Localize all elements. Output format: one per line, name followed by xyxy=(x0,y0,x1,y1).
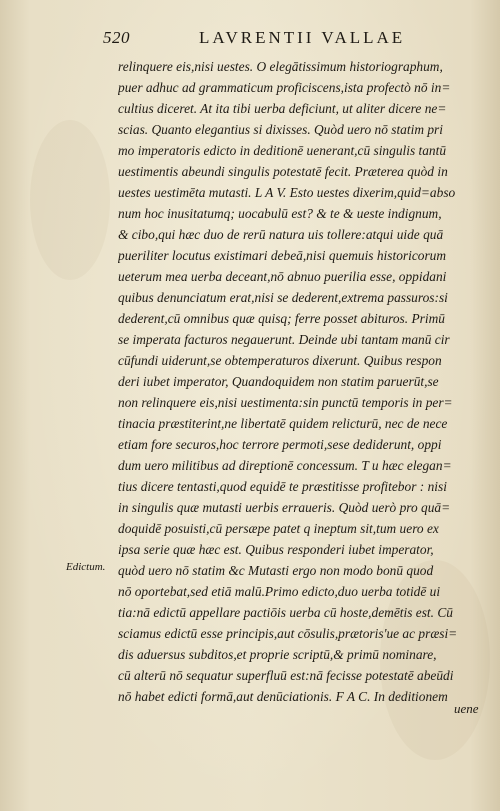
text-line: uestimentis abeundi singulis potestatē fecit. Præterea quòd in xyxy=(118,164,448,179)
running-head: LAVRENTII VALLAE xyxy=(199,28,406,47)
text-line: dis aduersus subditos,et proprie scriptū,& primū nominare, xyxy=(118,647,437,662)
text-line: nō oportebat,sed etiā malū.Primo edicto,duo uerba totidē ui xyxy=(118,584,441,599)
text-line: tinacia præstiterint,ne libertatē quidem relicturū, nec de nece xyxy=(118,416,448,431)
text-line: dum uero militibus ad direptionē concessum. T u hæc elegan= xyxy=(118,458,452,473)
text-line: nō habet edicti formā,aut denūciationis. F A C. In deditionem xyxy=(118,689,448,704)
text-line: non relinquere eis,nisi uestimenta:sin punctū temporis in per= xyxy=(118,395,453,410)
text-line: cultius diceret. At ita tibi uerba deficiunt, ut aliter dicere ne= xyxy=(118,101,447,116)
text-line: ueterum mea uerba deceant,nō abnuo puerilia esse, oppidani xyxy=(118,269,447,284)
text-line: mo imperatoris edicto in deditionē uenerant,cū singulis tantū xyxy=(118,143,447,158)
text-line: tia:nā edictū appellare pactiōis uerba cū hoste,demētis est. Cū xyxy=(118,605,453,620)
text-line: dederent,cū omnibus quæ quisq; ferre posset abituros. Primū xyxy=(118,311,445,326)
paper-stain xyxy=(30,120,110,280)
text-line: uestes uestimēta mutasti. L A V. Esto uestes dixerim,quid=abso xyxy=(118,185,456,200)
text-line: tius dicere tentasti,quod equidē te præstitisse profitebor : nisi xyxy=(118,479,447,494)
text-line: cūfundi uiderunt,se obtemperaturos dixerunt. Quibus respon xyxy=(118,353,442,368)
text-line: quòd uero nō statim &c Mutasti ergo non modo bonū quod xyxy=(118,563,434,578)
text-line: ipsa serie quæ hæc est. Quibus responderi iubet imperator, xyxy=(118,542,434,557)
text-line: sciamus edictū esse principis,aut cōsulis,prætoris'ue ac præsi= xyxy=(118,626,458,641)
body-text xyxy=(118,56,484,707)
page-header xyxy=(103,28,463,52)
text-line: & cibo,qui hæc duo de rerū natura uis tollere:atqui uide quā xyxy=(118,227,444,242)
text-line: cū alterū nō sequatur superfluū est:nā fecisse potestatē abeūdi xyxy=(118,668,454,683)
text-line: quibus denunciatum erat,nisi se dederent,extrema passuros:si xyxy=(118,290,448,305)
text-line: puer adhuc ad grammaticum proficiscens,ista profectò nō in= xyxy=(118,80,451,95)
text-line: doquidē posuisti,cū persæpe patet q ineptum sit,tum uero ex xyxy=(118,521,439,536)
catchword: uene xyxy=(454,701,479,716)
text-line: se imperata facturos negauerunt. Deinde ubi tantam manū cir xyxy=(118,332,450,347)
text-line: scias. Quanto elegantius si dixisses. Quòd uero nō statim pri xyxy=(118,122,443,137)
marginal-note: Edictum. xyxy=(66,561,106,573)
text-line: pueriliter locutus existimari debeā,nisi quemuis historicorum xyxy=(118,248,447,263)
page-number: 520 xyxy=(103,28,130,47)
text-line: etiam fore securos,hoc terrore permoti,sese dediderunt, oppi xyxy=(118,437,442,452)
text-line: relinquere eis,nisi uestes. O elegātissimum historiographum, xyxy=(118,59,443,74)
text-line: num hoc inusitatumq; uocabulū est? & te & ueste indignum, xyxy=(118,206,442,221)
text-line: deri iubet imperator, Quandoquidem non statim paruerūt,se xyxy=(118,374,439,389)
text-line: in singulis quæ mutasti uerbis erraueris. Quòd uerò pro quā= xyxy=(118,500,451,515)
